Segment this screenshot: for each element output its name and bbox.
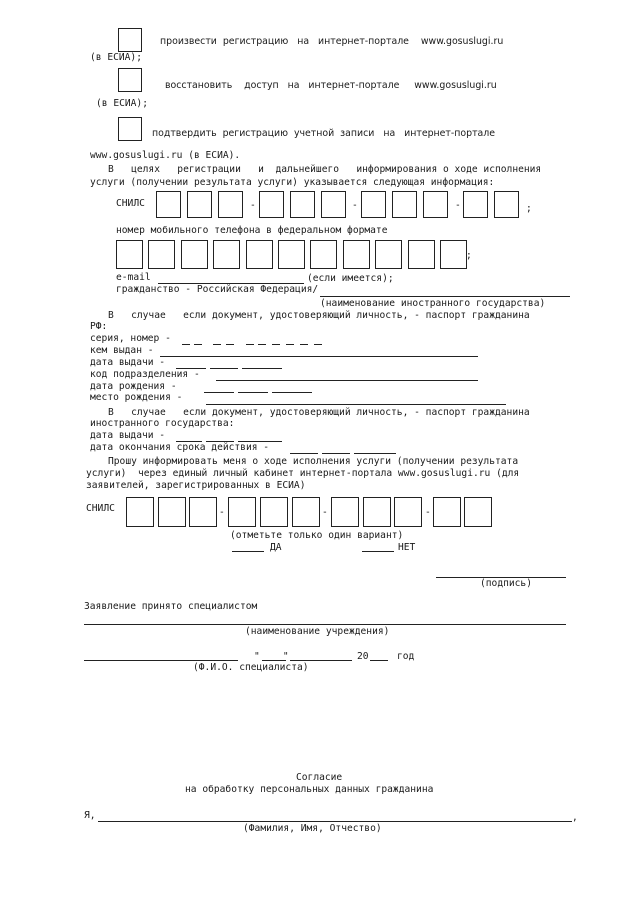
series-label: серия, номер -: [90, 333, 171, 344]
expiry-label: дата окончания срока действия -: [90, 442, 270, 453]
date-quote: " ": [254, 651, 289, 662]
series-number-dash[interactable]: [272, 344, 280, 345]
consent-fio-line[interactable]: [98, 821, 572, 822]
institution-hint: (наименование учреждения): [245, 626, 390, 637]
phone-digit-cell[interactable]: [278, 240, 305, 269]
birth-place-label: место рождения -: [90, 392, 183, 403]
phone-digit-cell[interactable]: [343, 240, 370, 269]
series-number-dash[interactable]: [286, 344, 294, 345]
info-paragraph-line1: В целях регистрации и дальнейшего информирования о ходе исполнения: [108, 164, 542, 175]
birth-date-label: дата рождения -: [90, 381, 177, 392]
restore-option-text: восстановить доступ на интернет-портале www.gosuslugi.ru: [165, 80, 497, 91]
consent-fio-hint: (Фамилия, Имя, Отчество): [243, 823, 382, 834]
phone-end: ;: [466, 250, 472, 261]
rf-passport-line2: РФ:: [90, 321, 108, 332]
phone-label: номер мобильного телефона в федеральном формате: [116, 225, 388, 236]
expiry-day-line[interactable]: [290, 453, 318, 454]
checkbox-restore-access[interactable]: [118, 68, 142, 92]
specialist-hint: (Ф.И.О. специалиста): [193, 662, 309, 673]
snils-digit[interactable]: [494, 191, 519, 218]
snils-separator: -: [322, 507, 328, 518]
yes-label: ДА: [270, 542, 282, 553]
snils-label: СНИЛС: [116, 198, 145, 209]
confirm-option-text-cont: www.gosuslugi.ru (в ЕСИА).: [90, 150, 241, 161]
foreign-issue-date-label: дата выдачи -: [90, 430, 166, 441]
accepted-label: Заявление принято специалистом: [84, 601, 258, 612]
snils-digit[interactable]: [260, 497, 288, 527]
issue-month-line[interactable]: [210, 368, 238, 369]
register-option-text: произвести регистрацию на интернет-портале www.gosuslugi.ru: [160, 36, 504, 47]
phone-digit-cell[interactable]: [148, 240, 175, 269]
rf-passport-line1: В случае если документ, удостоверяющий личность, - паспорт гражданина: [108, 310, 530, 321]
birth-day-line[interactable]: [204, 392, 234, 393]
phone-digit-cell[interactable]: [181, 240, 208, 269]
date-year-line[interactable]: [370, 660, 388, 661]
snils-digit[interactable]: [189, 497, 217, 527]
series-number-dash[interactable]: [258, 344, 266, 345]
phone-digit-cell[interactable]: [375, 240, 402, 269]
snils-label-2: СНИЛС: [86, 503, 115, 514]
date-month-line[interactable]: [290, 660, 352, 661]
email-label: e-mail: [116, 272, 151, 283]
confirm-option-text: подтвердить регистрацию учетной записи на интернет-портале: [152, 128, 496, 139]
dept-code-label: код подразделения -: [90, 369, 200, 380]
snils-digit[interactable]: [321, 191, 346, 218]
snils-digit[interactable]: [218, 191, 243, 218]
phone-digit-cell[interactable]: [116, 240, 143, 269]
snils-digit[interactable]: [292, 497, 320, 527]
consent-subtitle: на обработку персональных данных гражданина: [185, 784, 434, 795]
snils-digit[interactable]: [433, 497, 461, 527]
snils-separator: -: [455, 200, 461, 211]
snils-digit[interactable]: [392, 191, 417, 218]
snils-digit[interactable]: [158, 497, 186, 527]
phone-digit-cell[interactable]: [213, 240, 240, 269]
snils-digit[interactable]: [126, 497, 154, 527]
no-input-line[interactable]: [362, 551, 394, 552]
issued-by-label: кем выдан -: [90, 345, 154, 356]
foreign-passport-line1: В случае если документ, удостоверяющий личность, - паспорт гражданина: [108, 407, 530, 418]
snils-digit[interactable]: [423, 191, 448, 218]
snils-digit[interactable]: [259, 191, 284, 218]
series-number-dash[interactable]: [194, 344, 202, 345]
snils-separator: -: [352, 200, 358, 211]
email-note: (если имеется);: [307, 273, 394, 284]
phone-digit-cell[interactable]: [310, 240, 337, 269]
choose-hint: (отметьте только один вариант): [230, 530, 404, 541]
snils-separator: -: [250, 200, 256, 211]
date-day-line[interactable]: [262, 660, 286, 661]
no-label: НЕТ: [398, 542, 416, 553]
phone-digit-cell[interactable]: [408, 240, 435, 269]
consent-ya: Я,: [84, 810, 96, 821]
series-number-dash[interactable]: [314, 344, 322, 345]
date-year: 20: [357, 651, 369, 662]
checkbox-register[interactable]: [118, 28, 142, 52]
snils-digit[interactable]: [187, 191, 212, 218]
issue-year-line[interactable]: [242, 368, 282, 369]
series-number-dash[interactable]: [182, 344, 190, 345]
birth-year-line[interactable]: [272, 392, 312, 393]
citizenship-input-line[interactable]: [320, 296, 570, 297]
notify-line3: заявителей, зарегистрированных в ЕСИА): [86, 480, 306, 491]
series-number-dash[interactable]: [226, 344, 234, 345]
snils-digit[interactable]: [331, 497, 359, 527]
citizenship-hint: (наименование иностранного государства): [320, 298, 546, 309]
snils-digit[interactable]: [464, 497, 492, 527]
phone-digit-cell[interactable]: [440, 240, 467, 269]
yes-input-line[interactable]: [232, 551, 264, 552]
issued-by-input-line[interactable]: [160, 356, 478, 357]
snils-digit[interactable]: [363, 497, 391, 527]
birth-month-line[interactable]: [238, 392, 268, 393]
snils-separator: -: [219, 507, 225, 518]
phone-digit-cell[interactable]: [246, 240, 273, 269]
snils-digit[interactable]: [156, 191, 181, 218]
institution-line[interactable]: [84, 624, 566, 625]
birth-place-input-line[interactable]: [206, 404, 506, 405]
checkbox-confirm-registration[interactable]: [118, 117, 142, 141]
info-paragraph-line2: услуги (получении результата услуги) указывается следующая информация:: [90, 177, 495, 188]
expiry-month-line[interactable]: [322, 453, 350, 454]
snils-digit[interactable]: [361, 191, 386, 218]
consent-comma: ,: [572, 812, 578, 823]
snils-digit[interactable]: [290, 191, 315, 218]
snils-digit[interactable]: [228, 497, 256, 527]
restore-option-text-cont: (в ЕСИА);: [96, 98, 148, 109]
date-year-suffix: год: [397, 651, 415, 662]
consent-title: Согласие: [296, 772, 343, 783]
series-number-dash[interactable]: [246, 344, 254, 345]
snils-separator: -: [425, 507, 431, 518]
signature-hint: (подпись): [480, 578, 532, 589]
series-number-dash[interactable]: [213, 344, 221, 345]
expiry-year-line[interactable]: [354, 453, 396, 454]
notify-line1: Прошу информировать меня о ходе исполнения услуги (получении результата: [108, 456, 519, 467]
foreign-passport-line2: иностранного государства:: [90, 418, 235, 429]
issue-date-label: дата выдачи -: [90, 357, 166, 368]
citizenship-label: гражданство - Российская Федерация/: [116, 284, 319, 295]
snils-digit[interactable]: [463, 191, 488, 218]
register-option-text-cont: (в ЕСИА);: [90, 52, 142, 63]
notify-line2: услуги) через единый личный кабинет интернет-портала www.gosuslugi.ru (для: [86, 468, 520, 479]
series-number-dash[interactable]: [300, 344, 308, 345]
snils-digit[interactable]: [394, 497, 422, 527]
dept-code-input-line[interactable]: [216, 380, 478, 381]
snils-end: ;: [526, 203, 532, 214]
specialist-name-line[interactable]: [84, 660, 238, 661]
